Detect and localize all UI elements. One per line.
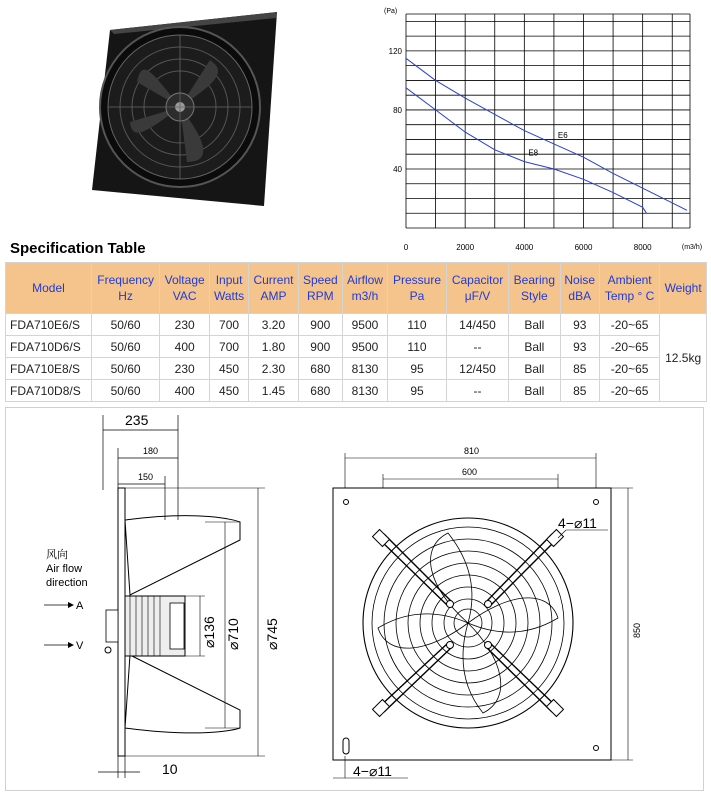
table-cell: 50/60: [91, 380, 159, 402]
spec-header-line2: Style: [521, 289, 548, 303]
table-cell: 1.45: [249, 380, 299, 402]
series-line-e8: [406, 88, 647, 213]
spec-header-line2: m3/h: [351, 289, 379, 303]
spec-header-line2: VAC: [172, 289, 197, 303]
table-row: [6, 380, 707, 402]
side-view-drawing: [30, 410, 330, 788]
spec-table: [5, 262, 707, 402]
table-cell: 95: [388, 358, 447, 380]
spec-header-6: [342, 263, 387, 314]
spec-header-12: [660, 263, 707, 314]
table-cell: --: [446, 380, 508, 402]
table-cell: Ball: [509, 380, 560, 402]
y-tick-label: 120: [388, 46, 402, 56]
spec-table-title: Specification Table: [10, 240, 146, 257]
table-cell: 1.80: [249, 336, 299, 358]
table-cell: 450: [210, 380, 249, 402]
table-cell: Ball: [509, 314, 560, 336]
airflow-label-en2: direction: [46, 577, 88, 589]
spec-header-line1: Weight: [664, 281, 702, 295]
chart-series: [406, 58, 687, 213]
table-cell: 900: [298, 314, 342, 336]
table-row: [6, 314, 707, 336]
spec-header-line2: Temp ° C: [604, 289, 655, 303]
table-cell: 2.30: [249, 358, 299, 380]
table-cell: 230: [160, 314, 210, 336]
dim-810: 810: [464, 446, 480, 456]
dim-235: 235: [125, 412, 149, 428]
spec-header-10: [560, 263, 599, 314]
spec-header-4: [249, 263, 299, 314]
spec-header-1: [91, 263, 159, 314]
table-cell: 85: [560, 380, 599, 402]
table-cell: 230: [160, 358, 210, 380]
x-tick-label: 2000: [456, 243, 475, 252]
dim-180: 180: [143, 446, 159, 456]
table-cell: 8130: [342, 358, 387, 380]
spec-header-line1: Ambient: [607, 273, 652, 287]
spec-header-line1: Airflow: [346, 273, 383, 287]
table-cell: 700: [210, 336, 249, 358]
x-unit-label: (m3/h): [681, 244, 703, 251]
spec-header-row: [6, 263, 707, 314]
dim-600: 600: [462, 467, 478, 477]
spec-header-line2: Pa: [409, 289, 425, 303]
table-cell: 450: [210, 358, 249, 380]
dim-150: 150: [138, 472, 154, 482]
table-cell: 50/60: [91, 358, 159, 380]
label-a: A: [76, 600, 84, 612]
table-cell: 700: [210, 314, 249, 336]
spec-header-line2: μF/V: [464, 289, 491, 303]
table-cell: 3.20: [249, 314, 299, 336]
x-tick-label: 8000: [633, 243, 652, 252]
spec-header-line1: Speed: [302, 273, 338, 287]
spec-header-line1: Noise: [564, 273, 596, 287]
fan-product-photo: [92, 12, 282, 207]
spec-header-9: [509, 263, 560, 314]
series-label-e6: E6: [557, 130, 568, 140]
x-tick-label: 6000: [574, 243, 593, 252]
dim-136: ⌀136: [201, 616, 217, 648]
spec-header-line1: Capacitor: [451, 273, 504, 287]
spec-header-line1: Frequency: [97, 273, 154, 287]
spec-header-line1: Current: [253, 273, 294, 287]
dim-850: 850: [632, 622, 642, 638]
table-cell: -20~65: [599, 358, 659, 380]
table-cell: 93: [560, 336, 599, 358]
table-cell: 110: [388, 314, 447, 336]
table-cell: -20~65: [599, 380, 659, 402]
spec-header-7: [388, 263, 447, 314]
spec-header-11: [599, 263, 659, 314]
table-cell: Ball: [509, 358, 560, 380]
table-cell: 85: [560, 358, 599, 380]
hole-label-bottom: 4−⌀11: [353, 763, 392, 779]
spec-header-line1: Pressure: [392, 273, 441, 287]
table-cell: Ball: [509, 336, 560, 358]
airflow-label-cn: 风向: [46, 549, 68, 561]
spec-header-line1: Bearing: [513, 273, 556, 287]
performance-chart: [376, 4, 706, 256]
table-cell: 50/60: [91, 314, 159, 336]
table-cell: FDA710E8/S: [6, 358, 92, 380]
table-cell: 9500: [342, 336, 387, 358]
spec-header-2: [160, 263, 210, 314]
y-unit-label: (Pa): [384, 8, 398, 15]
front-view-drawing: [318, 438, 688, 788]
label-v: V: [76, 640, 84, 652]
table-cell: 680: [298, 380, 342, 402]
spec-header-8: [446, 263, 508, 314]
spec-header-line2: Watts: [213, 289, 245, 303]
spec-header-3: [210, 263, 249, 314]
airflow-label-en1: Air flow: [46, 563, 83, 575]
table-cell: 12/450: [446, 358, 508, 380]
table-cell: FDA710D8/S: [6, 380, 92, 402]
spec-header-line1: Voltage: [164, 273, 205, 287]
table-row: [6, 336, 707, 358]
series-label-e8: E8: [528, 148, 539, 158]
x-tick-label: 4000: [515, 243, 534, 252]
table-cell: -20~65: [599, 314, 659, 336]
x-tick-label: 0: [403, 243, 409, 252]
spec-header-line1: Input: [215, 273, 243, 287]
table-cell: 93: [560, 314, 599, 336]
table-cell: 8130: [342, 380, 387, 402]
dim-710: ⌀710: [225, 618, 241, 650]
table-cell: -20~65: [599, 336, 659, 358]
table-cell: 900: [298, 336, 342, 358]
chart-grid: [406, 14, 690, 228]
dim-10: 10: [162, 761, 178, 777]
table-cell: 400: [160, 380, 210, 402]
y-tick-label: 40: [393, 164, 402, 174]
weight-cell: 12.5kg: [660, 314, 707, 402]
table-cell: 95: [388, 380, 447, 402]
table-cell: 50/60: [91, 336, 159, 358]
table-cell: --: [446, 336, 508, 358]
series-line-e6: [406, 58, 687, 210]
spec-header-line2: Hz: [118, 289, 133, 303]
table-cell: 400: [160, 336, 210, 358]
table-cell: 14/450: [446, 314, 508, 336]
table-cell: FDA710D6/S: [6, 336, 92, 358]
hole-label-top: 4−⌀11: [558, 515, 597, 531]
table-row: [6, 358, 707, 380]
spec-header-5: [298, 263, 342, 314]
spec-header-line2: AMP: [260, 289, 287, 303]
spec-header-line2: dBA: [568, 289, 592, 303]
y-tick-label: 80: [393, 105, 402, 115]
dim-745: ⌀745: [264, 618, 280, 650]
table-cell: 680: [298, 358, 342, 380]
spec-header-0: [6, 263, 92, 314]
table-cell: FDA710E6/S: [6, 314, 92, 336]
table-cell: 9500: [342, 314, 387, 336]
spec-header-line2: RPM: [306, 289, 334, 303]
chart-tick-labels: [384, 8, 702, 252]
table-cell: 110: [388, 336, 447, 358]
spec-header-line1: Model: [32, 281, 65, 295]
